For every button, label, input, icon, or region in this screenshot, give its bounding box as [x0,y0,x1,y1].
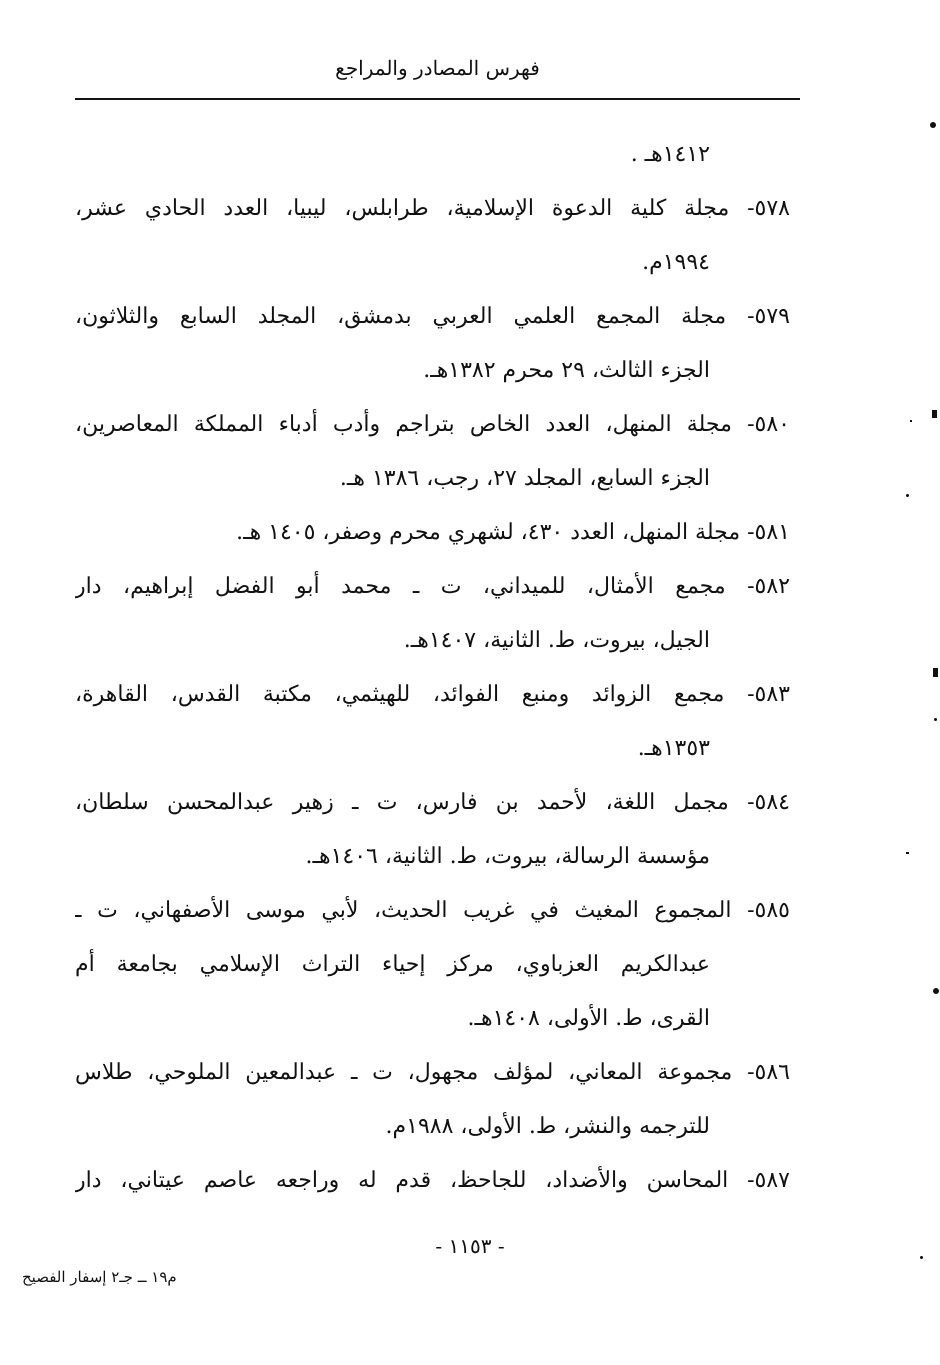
entry-582-line-2: الجيل، بيروت، ط. الثانية، ١٤٠٧هـ. [403,628,710,653]
entry-583-line-2: ١٣٥٣هـ. [637,736,710,761]
entry-581-line-1: ٥٨١- مجلة المنهل، العدد ٤٣٠، لشهري محرم وصفر، ١٤٠٥ هـ. [236,520,790,545]
entry-585-line-1: ٥٨٥- المجموع المغيث في غريب الحديث، لأبي موسى الأصفهاني، ت ـ [75,898,790,923]
entry-584-line-1: ٥٨٤- مجمل اللغة، لأحمد بن فارس، ت ـ زهير عبدالمحسن سلطان، [75,790,790,815]
scan-speck [906,494,909,497]
scan-speck [933,668,938,677]
entry-580-line-2: الجزء السابع، المجلد ٢٧، رجب، ١٣٨٦ هـ. [339,466,710,491]
scan-speck [920,1256,923,1259]
scan-speck [933,988,939,994]
entry-586-line-2: للترجمه والنشر، ط. الأولى، ١٩٨٨م. [385,1114,710,1139]
header-rule [75,98,800,100]
entry-583-line-1: ٥٨٣- مجمع الزوائد ومنبع الفوائد، للهيثمي، مكتبة القدس، القاهرة، [75,682,790,707]
entry-579-line-2: الجزء الثالث، ٢٩ محرم ١٣٨٢هـ. [423,358,710,383]
entry-580-line-1: ٥٨٠- مجلة المنهل، العدد الخاص بتراجم وأدب أدباء المملكة المعاصرين، [75,412,790,437]
scan-speck [906,852,909,854]
scan-speck [934,718,937,721]
entry-579-line-1: ٥٧٩- مجلة المجمع العلمي العربي بدمشق، المجلد السابع والثلاثون، [75,304,790,329]
entry-585-line-3: القرى، ط. الأولى، ١٤٠٨هـ. [467,1006,710,1031]
entry-578-line-1: ٥٧٨- مجلة كلية الدعوة الإسلامية، طرابلس، ليبيا، العدد الحادي عشر، [75,196,790,221]
entry-585-line-2: عبدالكريم العزباوي، مركز إحياء التراث الإسلامي بجامعة أم [75,952,710,977]
scan-speck [930,122,936,128]
entry-586-line-1: ٥٨٦- مجموعة المعاني، لمؤلف مجهول، ت ـ عبدالمعين الملوحي، طلاس [75,1060,790,1085]
running-header: فهرس المصادر والمراجع [335,56,540,80]
scan-speck [932,410,937,418]
entry-582-line-1: ٥٨٢- مجمع الأمثال، للميداني، ت ـ محمد أبو الفضل إبراهيم، دار [75,574,790,599]
page-number: - ١١٥٣ - [435,1234,505,1258]
printer-signature: م١٩ ــ جـ٢ إسفار الفصيح [22,1268,177,1286]
bibliography-list [75,128,790,1208]
scan-speck [910,420,912,422]
entry-continuation-line: ١٤١٢هـ . [630,142,710,167]
entry-578-line-2: ١٩٩٤م. [642,250,710,275]
entry-587-line-1: ٥٨٧- المحاسن والأضداد، للجاحظ، قدم له وراجعه عاصم عيتاني، دار [75,1168,790,1193]
entry-584-line-2: مؤسسة الرسالة، بيروت، ط. الثانية، ١٤٠٦هـ. [305,844,710,869]
